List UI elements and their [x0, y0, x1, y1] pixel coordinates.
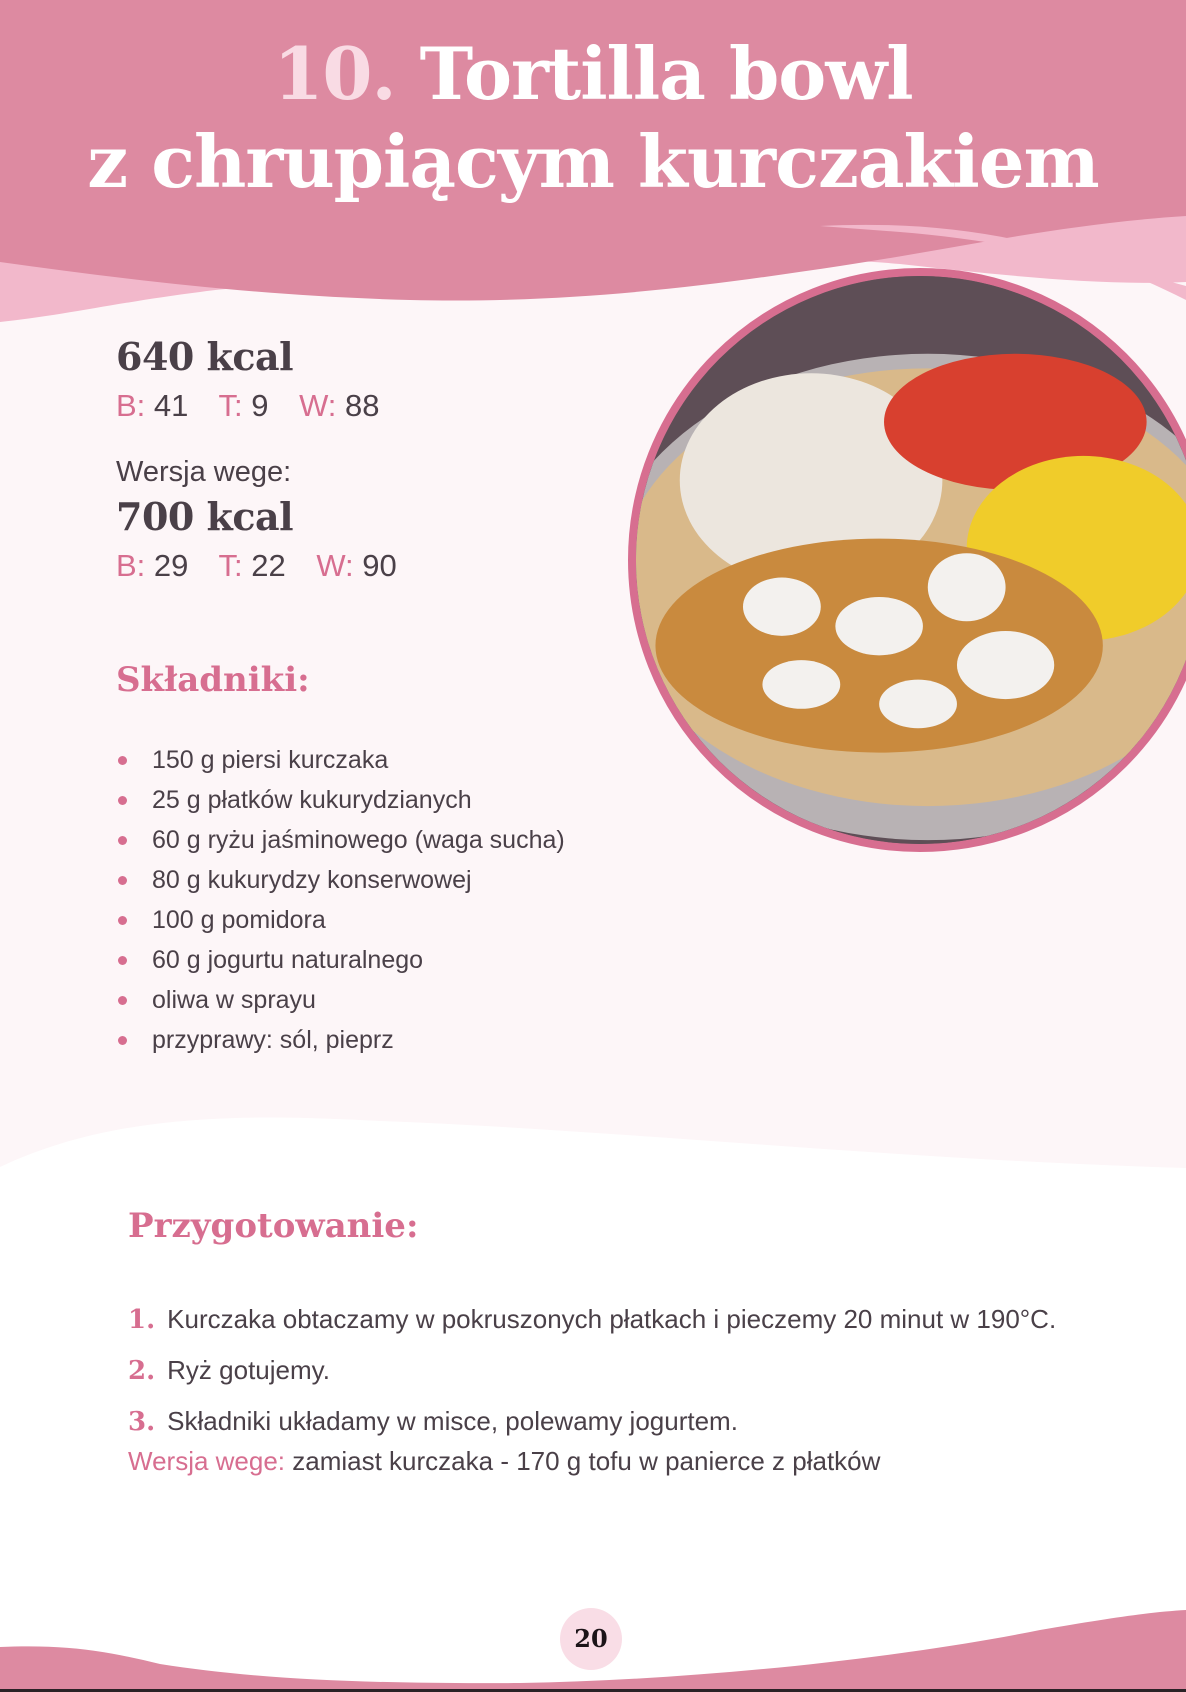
- ingredient-item: [116, 740, 565, 780]
- ingredient-item: [116, 900, 565, 940]
- bullet-icon: [118, 756, 127, 765]
- step-item: [128, 1345, 1056, 1396]
- bullet-icon: [118, 836, 127, 845]
- vege-note-text: zamiast kurczaka - 170 g tofu w panierce z płatków: [285, 1446, 881, 1476]
- ingredient-item: [116, 1020, 565, 1060]
- bullet-icon: [118, 956, 127, 965]
- step-number: 3.: [128, 1407, 156, 1437]
- ingredient-text: przyprawy: sól, pieprz: [152, 1026, 394, 1054]
- vege-note: [128, 1446, 880, 1477]
- ingredient-item: [116, 980, 565, 1020]
- ingredients-heading: Składniki:: [116, 660, 310, 700]
- step-number: 1.: [128, 1305, 156, 1335]
- macro-label-carbs: W:: [316, 548, 354, 583]
- ingredient-text: oliwa w sprayu: [152, 986, 316, 1014]
- kcal-standard: 640 kcal: [116, 334, 294, 379]
- preparation-heading: Przygotowanie:: [128, 1206, 419, 1246]
- vege-version-label: Wersja wege:: [116, 456, 292, 488]
- kcal-vege: 700 kcal: [116, 494, 294, 539]
- ingredient-item: [116, 820, 565, 860]
- step-number: 2.: [128, 1356, 156, 1386]
- macro-label-protein: B:: [116, 548, 146, 583]
- page-number: 20: [560, 1608, 622, 1670]
- bullet-icon: [118, 796, 127, 805]
- bullet-icon: [118, 996, 127, 1005]
- bullet-icon: [118, 876, 127, 885]
- macro-label-protein: B:: [116, 388, 146, 423]
- step-item: [128, 1294, 1056, 1345]
- step-item: [128, 1396, 1056, 1447]
- ingredient-text: 100 g pomidora: [152, 906, 326, 934]
- vege-note-label: Wersja wege:: [128, 1446, 286, 1476]
- macro-value-fat: 9: [251, 388, 269, 423]
- ingredient-text: 60 g jogurtu naturalnego: [152, 946, 424, 974]
- ingredient-text: 150 g piersi kurczaka: [152, 746, 389, 774]
- bullet-icon: [118, 916, 127, 925]
- dish-photo: [628, 268, 1186, 852]
- ingredients-list: [116, 740, 565, 1060]
- macros-vege: [116, 548, 419, 584]
- macro-label-carbs: W:: [299, 388, 337, 423]
- preparation-steps: [128, 1294, 1056, 1447]
- macro-value-carbs: 90: [362, 548, 397, 583]
- macro-value-carbs: 88: [345, 388, 380, 423]
- ingredient-text: 25 g płatków kukurydzianych: [152, 786, 472, 814]
- recipe-number: 10.: [273, 31, 396, 116]
- macro-value-fat: 22: [251, 548, 286, 583]
- ingredient-text: 80 g kukurydzy konserwowej: [152, 866, 472, 894]
- bullet-icon: [118, 1036, 127, 1045]
- ingredient-item: [116, 860, 565, 900]
- macro-value-protein: 41: [153, 388, 189, 423]
- ingredient-item: [116, 780, 565, 820]
- step-text: Ryż gotujemy.: [167, 1355, 330, 1385]
- recipe-title: [0, 30, 1186, 206]
- step-text: Kurczaka obtaczamy w pokruszonych płatkach i pieczemy 20 minut w 190°C.: [167, 1304, 1057, 1334]
- macro-value-protein: 29: [153, 548, 189, 583]
- title-line-2: z chrupiącym kurczakiem: [87, 119, 1099, 204]
- title-text-1: Tortilla bowl: [419, 31, 913, 116]
- ingredient-item: [116, 940, 565, 980]
- macro-label-fat: T:: [218, 548, 243, 583]
- macro-label-fat: T:: [218, 388, 243, 423]
- ingredient-text: 60 g ryżu jaśminowego (waga sucha): [152, 826, 565, 854]
- step-text: Składniki układamy w misce, polewamy jogurtem.: [167, 1406, 738, 1436]
- macros-standard: [116, 388, 402, 424]
- dish-illustration-icon: [636, 276, 1186, 844]
- title-line-1: [0, 30, 1186, 118]
